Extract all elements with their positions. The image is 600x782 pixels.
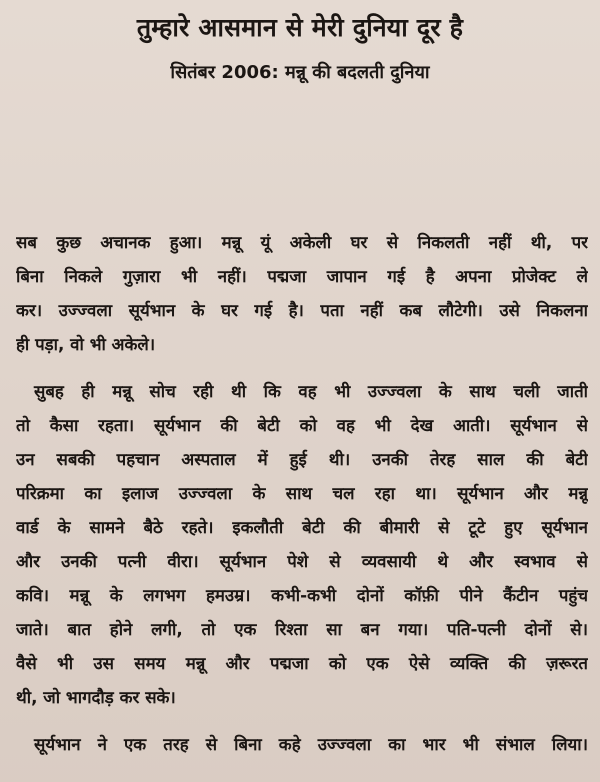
text-line: कर। उज्ज्वला सूर्यभान के घर गई है। पता नहीं कब लौटेगी। उसे निकलना	[16, 300, 588, 320]
chapter-subtitle: सितंबर 2006: मन्नू की बदलती दुनिया	[170, 62, 430, 83]
text-line: सुबह ही मन्नू सोच रही थी कि वह भी उज्ज्वला के साथ चली जाती	[34, 381, 588, 401]
text-line: और उनकी पत्नी वीरा। सूर्यभान पेशे से व्यवसायी थे और स्वभाव से	[16, 551, 588, 571]
paragraph-2	[16, 374, 588, 714]
text-line: वैसे भी उस समय मन्नू और पद्मजा को एक ऐसे व्यक्ति की ज़रूरत	[16, 653, 588, 673]
text-line: तो कैसा रहता। सूर्यभान की बेटी को वह भी देख आती। सूर्यभान से	[16, 415, 588, 435]
text-line: ही पड़ा, वो भी अकेले।	[16, 334, 156, 354]
paragraph-3	[16, 727, 588, 761]
text-line: थी, जो भागदौड़ कर सके।	[16, 687, 176, 707]
text-line: सूर्यभान ने एक तरह से बिना कहे उज्ज्वला का भार भी संभाल लिया।	[34, 734, 588, 754]
paragraph-1	[16, 225, 588, 361]
text-line: परिक्रमा का इलाज उज्ज्वला के साथ चल रहा था। सूर्यभान और मन्नू	[16, 483, 588, 503]
text-line: बिना निकले गुज़ारा भी नहीं। पद्मजा जापान गई है अपना प्रोजेक्ट ले	[16, 266, 588, 286]
text-line: उन सबकी पहचान अस्पताल में हुई थी। उनकी तेरह साल की बेटी	[16, 449, 588, 469]
text-line: कवि। मन्नू के लगभग हमउम्र। कभी-कभी दोनों कॉफ़ी पीने कैंटीन पहुंच	[16, 585, 588, 605]
text-line: वार्ड के सामने बैठे रहते। इकलौती बेटी की बीमारी से टूटे हुए सूर्यभान	[16, 517, 588, 537]
chapter-title: तुम्हारे आसमान से मेरी दुनिया दूर है	[136, 13, 464, 42]
text-line: सब कुछ अचानक हुआ। मन्नू यूं अकेली घर से निकलती नहीं थी, पर	[16, 232, 588, 252]
text-line: जाते। बात होने लगी, तो एक रिश्ता सा बन गया। पति-पत्नी दोनों से।	[16, 619, 588, 639]
body-text	[16, 225, 588, 774]
